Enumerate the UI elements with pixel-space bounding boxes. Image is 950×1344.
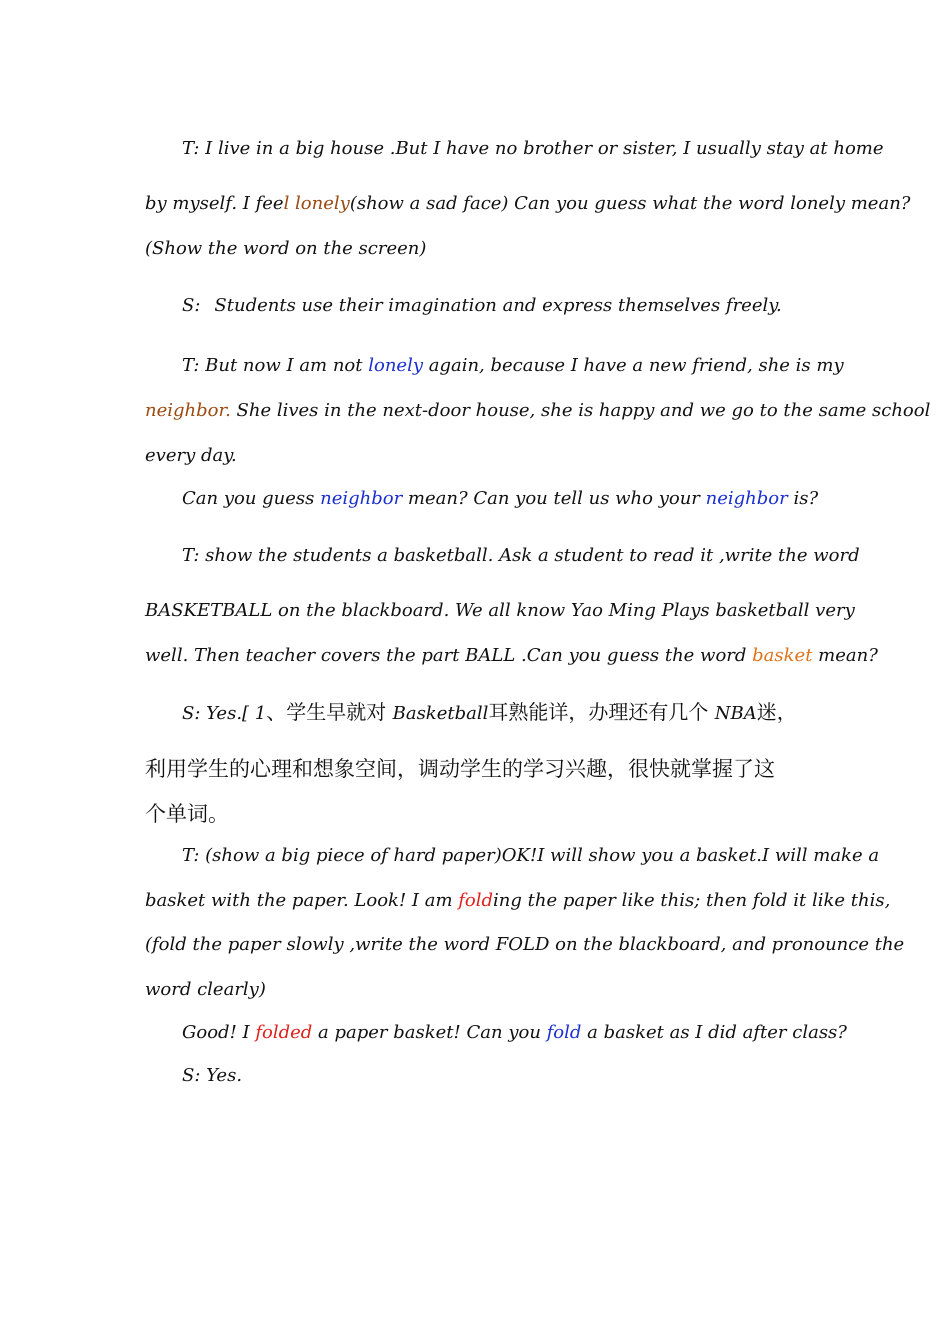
text: Can you guess	[182, 488, 321, 509]
p7-line-2	[145, 888, 890, 914]
text: word clearly)	[145, 979, 266, 1000]
text: T: I live in a big house .But I have no brother or sister, I usually stay at home	[182, 138, 884, 159]
p6-line-1	[182, 699, 797, 727]
text-cn: 个单词。	[145, 802, 229, 826]
p4-line-1	[182, 486, 818, 512]
text: T: show the students a basketball. Ask a student to read it ,write the word	[182, 545, 860, 566]
text-cn: 利用学生的心理和想象空间，调动学生的学习兴趣，很快就掌握了这	[145, 757, 775, 781]
text: a paper basket! Can you	[312, 1022, 547, 1043]
highlight-lonely: lonely	[368, 355, 423, 376]
text: Students use their imagination and express themselves freely.	[214, 295, 782, 316]
text: BASKETBALL on the blackboard. We all know Yao Ming Plays basketball very	[145, 600, 855, 621]
text: every day.	[145, 445, 237, 466]
highlight-neighbor: neighbor.	[145, 400, 231, 421]
text: T: But now I am not	[182, 355, 369, 376]
text: again, because I have a new friend, she is my	[423, 355, 844, 376]
p1-line-2	[145, 191, 910, 217]
highlight-fold: fold	[458, 890, 494, 911]
highlight-neighbor: neighbor	[705, 488, 788, 509]
highlight-lonely: l lonely	[283, 193, 350, 214]
p1-line-3	[145, 236, 426, 262]
p5-line-3	[145, 643, 878, 669]
text: Basketball	[392, 703, 489, 724]
text: basket with the paper. Look! I am	[145, 890, 459, 911]
p7-line-4	[145, 977, 266, 1003]
text-cn: 、学生早就对	[266, 700, 393, 724]
text: S: Yes.	[182, 1065, 243, 1086]
text: NBA	[714, 703, 757, 724]
text: mean?	[812, 645, 878, 666]
highlight-fold: fold	[546, 1022, 582, 1043]
p5-line-1	[182, 543, 860, 569]
highlight-folded: folded	[255, 1022, 313, 1043]
p9-line-1	[182, 1063, 242, 1089]
text: a basket as I did after class?	[581, 1022, 847, 1043]
p6-line-2	[145, 756, 775, 782]
speaker-label: S:	[182, 295, 201, 316]
text: T: (show a big piece of hard paper)OK!I will show you a basket.I will make a	[182, 845, 880, 866]
text: (fold the paper slowly ,write the word FOLD on the blackboard, and pronounce the	[145, 934, 905, 955]
text: by myself. I fee	[145, 193, 284, 214]
p3-line-2	[145, 398, 930, 424]
p6-line-3	[145, 801, 229, 827]
text: Good! I	[182, 1022, 256, 1043]
text-cn: 迷，	[756, 700, 797, 724]
p3-line-3	[145, 443, 237, 469]
text-cn: 耳熟能详，办理还有几个	[488, 700, 715, 724]
text: mean? Can you tell us who your	[402, 488, 706, 509]
text: (Show the word on the screen)	[145, 238, 427, 259]
highlight-neighbor: neighbor	[320, 488, 403, 509]
p2-line-1	[182, 293, 782, 319]
text: ing the paper like this; then fold it like this,	[493, 890, 891, 911]
text: She lives in the next-door house, she is happy and we go to the same school	[230, 400, 931, 421]
highlight-basket: basket	[752, 645, 813, 666]
p8-line-1	[182, 1020, 847, 1046]
p1-line-1	[182, 136, 884, 162]
text: (show a sad face) Can you guess what the word lonely mean?	[349, 193, 911, 214]
p7-line-3	[145, 932, 904, 958]
p5-line-2	[145, 598, 855, 624]
p7-line-1	[182, 843, 879, 869]
p3-line-1	[182, 353, 844, 379]
text: well. Then teacher covers the part BALL .Can you guess the word	[145, 645, 753, 666]
text: is?	[787, 488, 819, 509]
text: S: Yes.[ 1	[182, 703, 267, 724]
